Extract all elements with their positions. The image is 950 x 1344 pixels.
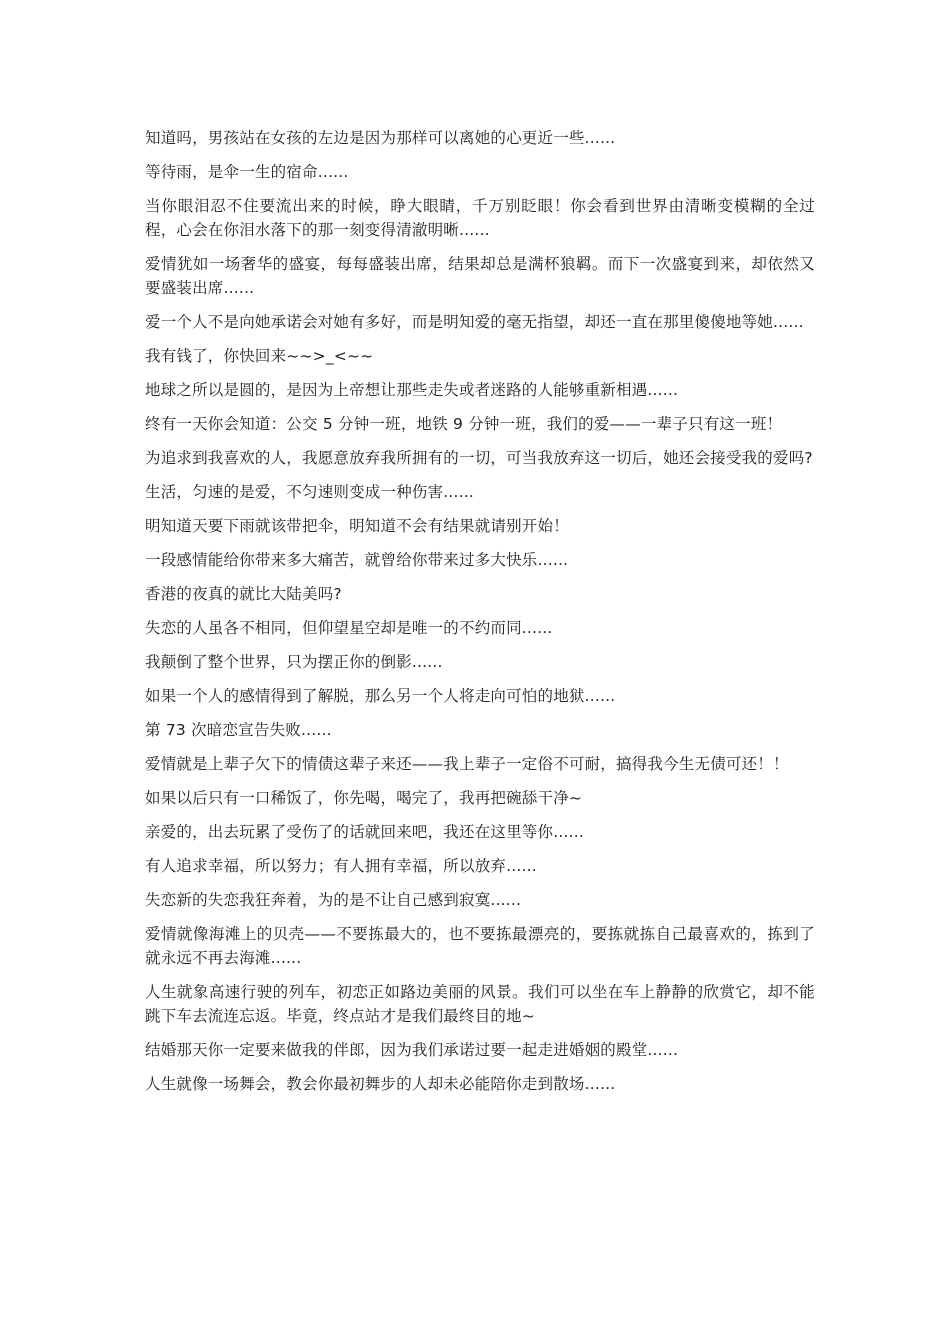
paragraph: 等待雨，是伞一生的宿命...... bbox=[145, 163, 349, 181]
document-body bbox=[145, 126, 815, 1106]
paragraph: 有人追求幸福，所以努力；有人拥有幸福，所以放弃...... bbox=[145, 857, 537, 875]
paragraph: 知道吗，男孩站在女孩的左边是因为那样可以离她的心更近一些...... bbox=[145, 129, 616, 147]
paragraph: 我颠倒了整个世界，只为摆正你的倒影...... bbox=[145, 653, 443, 671]
paragraph: 当你眼泪忍不住要流出来的时候，睁大眼睛，千万别眨眼！你会看到世界由清晰变模糊的全过程，心会在你泪水落下的那一刻变得清澈明晰...... bbox=[145, 197, 815, 239]
paragraph: 结婚那天你一定要来做我的伴郎，因为我们承诺过要一起走进婚姻的殿堂...... bbox=[145, 1041, 679, 1059]
paragraph: 人生就象高速行驶的列车，初恋正如路边美丽的风景。我们可以坐在车上静静的欣赏它，却不能跳下车去流连忘返。毕竟，终点站才是我们最终目的地~ bbox=[145, 983, 815, 1025]
paragraph: 生活，匀速的是爱，不匀速则变成一种伤害...... bbox=[145, 483, 475, 501]
paragraph: 香港的夜真的就比大陆美吗? bbox=[145, 585, 342, 603]
paragraph: 地球之所以是圆的，是因为上帝想让那些走失或者迷路的人能够重新相遇...... bbox=[145, 381, 679, 399]
paragraph: 终有一天你会知道：公交 5 分钟一班，地铁 9 分钟一班，我们的爱——一辈子只有这一班！ bbox=[145, 415, 783, 433]
paragraph: 如果以后只有一口稀饭了，你先喝，喝完了，我再把碗舔干净~ bbox=[145, 789, 583, 807]
paragraph: 爱情就是上辈子欠下的情债这辈子来还——我上辈子一定俗不可耐，搞得我今生无债可还！！ bbox=[145, 755, 789, 773]
paragraph: 如果一个人的感情得到了解脱，那么另一个人将走向可怕的地狱...... bbox=[145, 687, 616, 705]
paragraph: 一段感情能给你带来多大痛苦，就曾给你带来过多大快乐...... bbox=[145, 551, 569, 569]
paragraph: 第 73 次暗恋宣告失败...... bbox=[145, 721, 332, 739]
paragraph: 为追求到我喜欢的人，我愿意放弃我所拥有的一切，可当我放弃这一切后，她还会接受我的爱吗? bbox=[145, 449, 813, 467]
paragraph: 爱情就像海滩上的贝壳——不要拣最大的，也不要拣最漂亮的，要拣就拣自己最喜欢的，拣到了就永远不再去海滩...... bbox=[145, 925, 815, 967]
paragraph: 明知道天要下雨就该带把伞，明知道不会有结果就请别开始！ bbox=[145, 517, 569, 535]
paragraph: 亲爱的，出去玩累了受伤了的话就回来吧，我还在这里等你...... bbox=[145, 823, 584, 841]
paragraph: 失恋新的失恋我狂奔着，为的是不让自己感到寂寞...... bbox=[145, 891, 522, 909]
paragraph: 失恋的人虽各不相同，但仰望星空却是唯一的不约而同...... bbox=[145, 619, 553, 637]
paragraph: 我有钱了，你快回来~~>_<~~ bbox=[145, 347, 374, 365]
paragraph: 爱情犹如一场奢华的盛宴，每每盛装出席，结果却总是满杯狼羁。而下一次盛宴到来，却依然又要盛装出席...... bbox=[145, 255, 815, 297]
paragraph: 人生就像一场舞会，教会你最初舞步的人却未必能陪你走到散场...... bbox=[145, 1075, 616, 1093]
paragraph: 爱一个人不是向她承诺会对她有多好，而是明知爱的毫无指望，却还一直在那里傻傻地等她...... bbox=[145, 313, 804, 331]
